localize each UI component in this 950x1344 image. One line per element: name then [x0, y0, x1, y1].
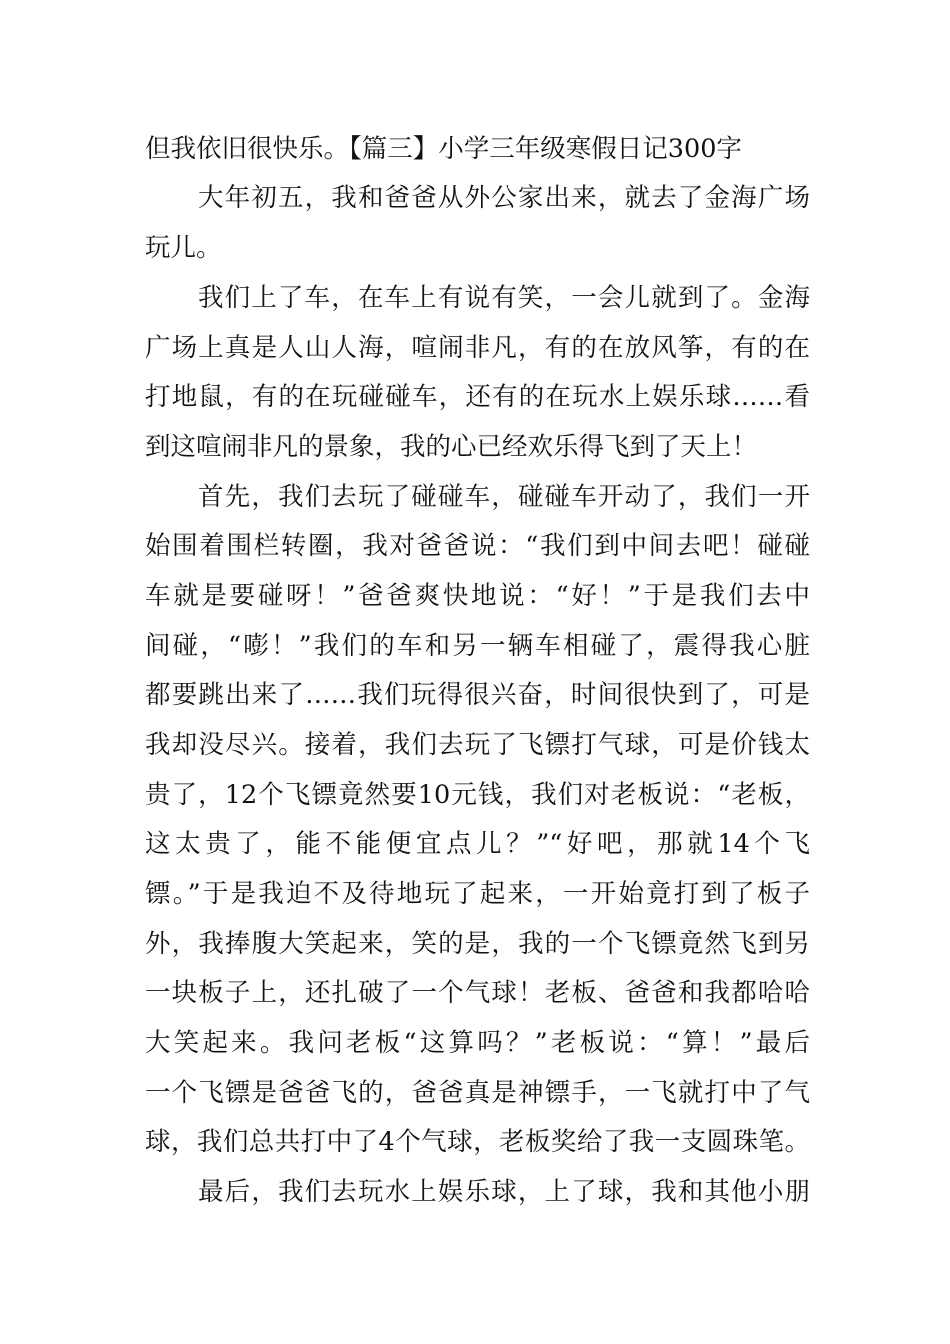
- text-line: 镖。”于是我迫不及待地玩了起来，一开始竟打到了板子: [145, 879, 810, 909]
- text-line: 车就是要碰呀！”爸爸爽快地说：“好！”于是我们去中: [145, 581, 810, 611]
- text-line: 都要跳出来了……我们玩得很兴奋，时间很快到了，可是: [145, 680, 810, 710]
- text-line: 广场上真是人山人海，喧闹非凡，有的在放风筝，有的在: [145, 333, 810, 363]
- text-line: 玩儿。: [145, 233, 222, 263]
- text-line: 外，我捧腹大笑起来，笑的是，我的一个飞镖竟然飞到另: [145, 929, 810, 959]
- text-line: 这太贵了，能不能便宜点儿？”“好吧，那就14个飞: [145, 829, 810, 859]
- text-line: 球，我们总共打中了4个气球，老板奖给了我一支圆珠笔。: [145, 1127, 810, 1157]
- text-line: 首先，我们去玩了碰碰车，碰碰车开动了，我们一开: [198, 482, 810, 512]
- text-line: 我却没尽兴。接着，我们去玩了飞镖打气球，可是价钱太: [145, 730, 810, 760]
- text-line: 但我依旧很快乐。【篇三】小学三年级寒假日记300字: [145, 134, 742, 164]
- text-line: 贵了，12个飞镖竟然要10元钱，我们对老板说：“老板，: [145, 780, 810, 810]
- text-line: 最后，我们去玩水上娱乐球，上了球，我和其他小朋: [198, 1177, 810, 1207]
- text-line: 我们上了车，在车上有说有笑，一会儿就到了。金海: [198, 283, 810, 313]
- text-line: 一块板子上，还扎破了一个气球！老板、爸爸和我都哈哈: [145, 978, 810, 1008]
- text-line: 间碰，“嘭！”我们的车和另一辆车相碰了，震得我心脏: [145, 631, 810, 661]
- text-line: 打地鼠，有的在玩碰碰车，还有的在玩水上娱乐球……看: [145, 382, 810, 412]
- text-line: 大年初五，我和爸爸从外公家出来，就去了金海广场: [198, 183, 810, 213]
- text-line: 一个飞镖是爸爸飞的，爸爸真是神镖手，一飞就打中了气: [145, 1078, 810, 1108]
- text-line: 大笑起来。我问老板“这算吗？”老板说：“算！”最后: [145, 1028, 810, 1058]
- text-line: 始围着围栏转圈，我对爸爸说：“我们到中间去吧！碰碰: [145, 531, 810, 561]
- text-line: 到这喧闹非凡的景象，我的心已经欢乐得飞到了天上！: [145, 432, 758, 462]
